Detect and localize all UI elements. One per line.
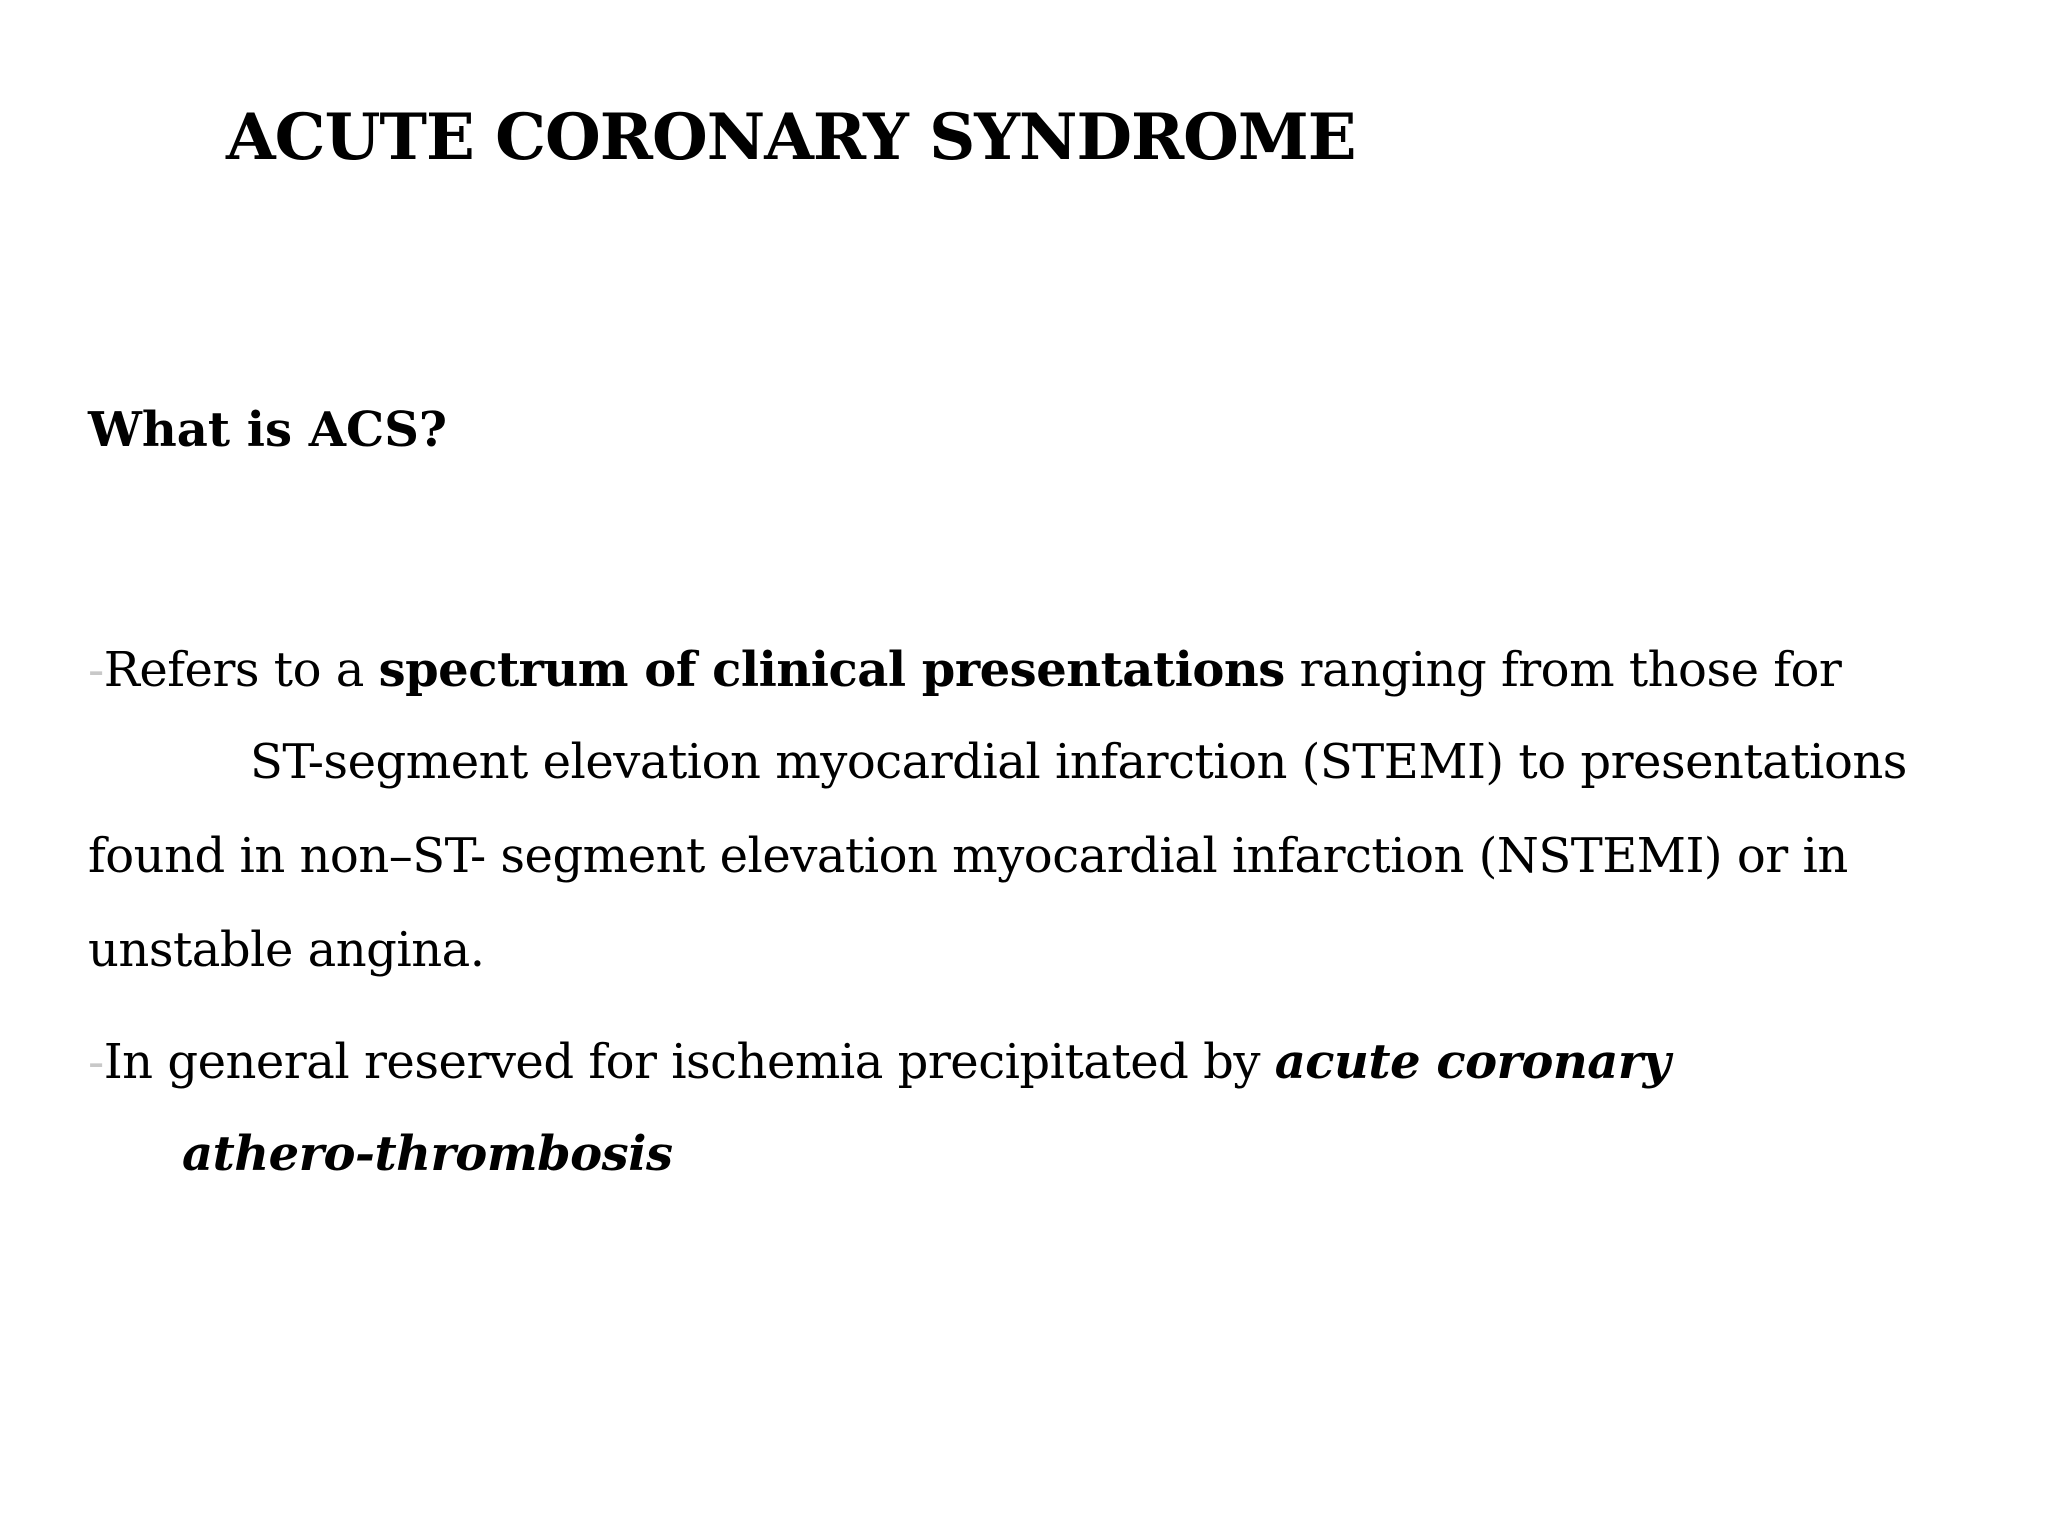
bullet-1-bold-phrase: spectrum of clinical presentations [378, 642, 1285, 698]
bullet-1-line-4: unstable angina. [88, 922, 485, 978]
slide-title: ACUTE CORONARY SYNDROME [226, 100, 1356, 175]
bullet-2-line-2: athero-thrombosis [182, 1126, 673, 1182]
bullet-dash: - [88, 1034, 104, 1090]
bullet-1-text-a: Refers to a [103, 642, 379, 698]
bullet-1-line-1 [88, 640, 1841, 700]
bullet-2-line-1 [88, 1032, 1670, 1092]
bullet-1-line-3: found in non–ST- segment elevation myocardial infarction (NSTEMI) or in [88, 828, 1848, 884]
bullet-2-bolditalic-a: acute coronary [1274, 1034, 1671, 1090]
section-heading: What is ACS? [88, 402, 447, 458]
bullet-dash: - [88, 642, 104, 698]
bullet-1-text-b: ranging from those for [1284, 642, 1842, 698]
bullet-1-line-2: ST-segment elevation myocardial infarction (STEMI) to presentations [250, 734, 1907, 790]
bullet-2-text-a: In general reserved for ischemia precipitated by [103, 1034, 1275, 1090]
